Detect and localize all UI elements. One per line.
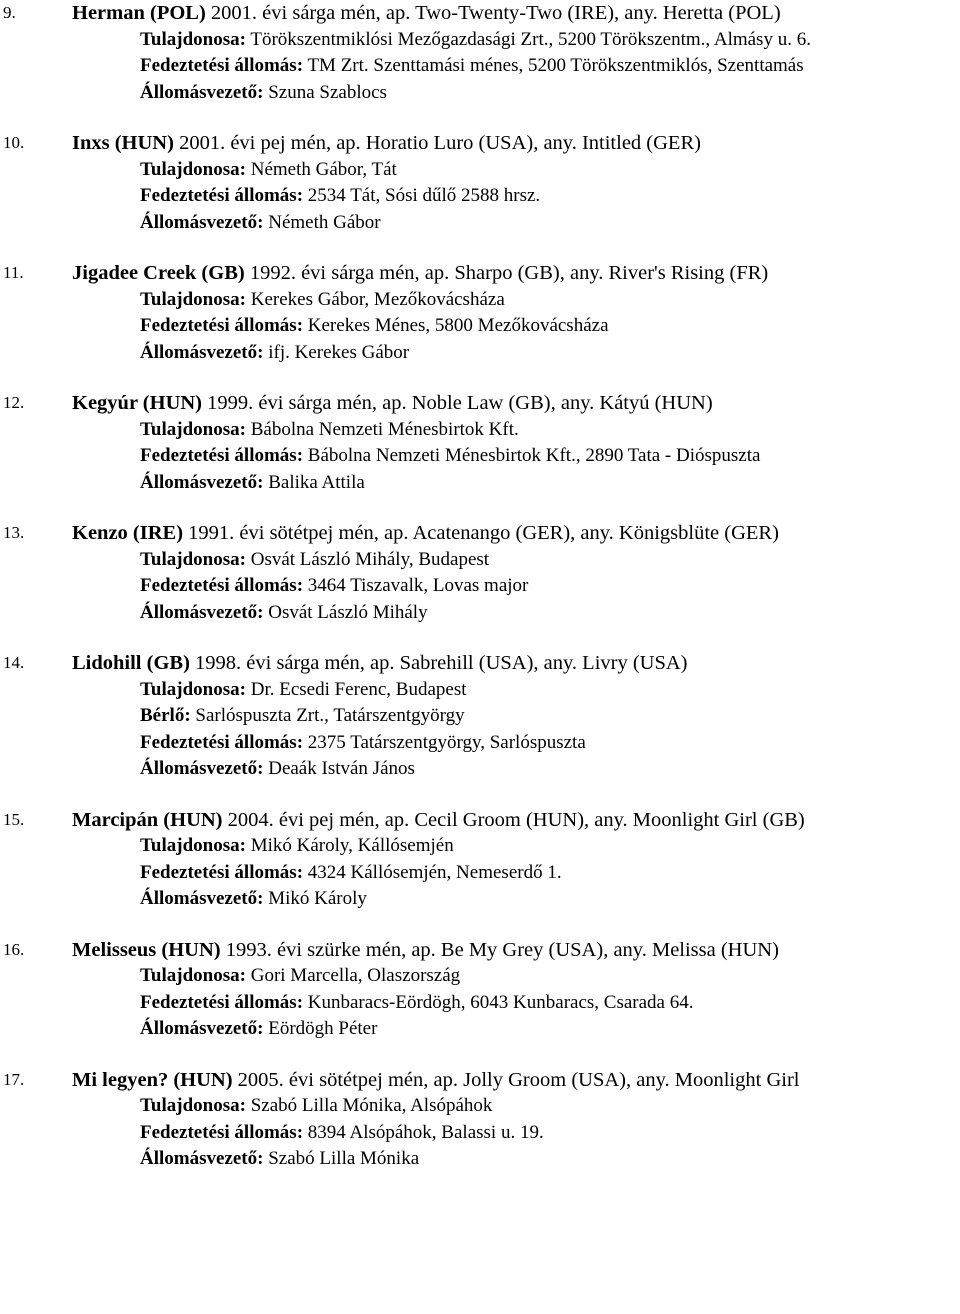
entry-number: 16. <box>3 939 25 959</box>
detail-label: Állomásvezető: <box>140 81 264 103</box>
detail-value: 2375 Tatárszentgyörgy, Sarlóspuszta <box>303 731 586 753</box>
stallion-entry <box>0 0 960 106</box>
detail-text <box>140 183 540 210</box>
entry-heading-line <box>0 130 960 157</box>
detail-value: Mikó Károly <box>263 888 367 909</box>
detail-text <box>140 756 415 783</box>
detail-line <box>0 730 960 757</box>
detail-text <box>140 833 454 860</box>
detail-text <box>140 703 465 730</box>
entry-heading <box>72 0 781 27</box>
detail-line <box>0 573 960 600</box>
detail-line <box>0 287 960 314</box>
detail-label: Fedeztetési állomás: <box>140 861 304 883</box>
detail-line <box>0 417 960 444</box>
detail-value: Kunbaracs-Eördögh, 6043 Kunbaracs, Csarada 64. <box>303 991 694 1013</box>
detail-value: Kerekes Gábor, Mezőkovácsháza <box>245 288 505 310</box>
entry-number: 17. <box>3 1069 25 1089</box>
horse-description: 1991. évi sötétpej mén, ap. Acatenango (GER), any. Königsblüte (GER) <box>183 522 779 544</box>
entry-heading-line <box>0 390 960 417</box>
stallion-entry <box>0 130 960 236</box>
horse-name: Marcipán (HUN) <box>72 808 223 831</box>
detail-text <box>140 990 693 1017</box>
detail-line <box>0 1016 960 1043</box>
entry-heading <box>72 260 768 287</box>
horse-description: 1992. évi sárga mén, ap. Sharpo (GB), any. River's Rising (FR) <box>244 262 769 284</box>
detail-label: Tulajdonosa: <box>140 418 246 440</box>
detail-text <box>140 1146 419 1173</box>
detail-value: Törökszentmiklósi Mezőgazdasági Zrt., 5200 Törökszentm., Almásy u. 6. <box>245 28 811 50</box>
detail-text <box>140 210 381 237</box>
detail-value: ifj. Kerekes Gábor <box>263 341 410 363</box>
detail-line <box>0 183 960 210</box>
detail-line <box>0 600 960 627</box>
detail-label: Fedeztetési állomás: <box>140 185 304 206</box>
stallion-entry <box>0 390 960 496</box>
horse-name: Kegyúr (HUN) <box>72 392 203 414</box>
detail-text <box>140 677 467 704</box>
entry-number: 9. <box>3 3 16 22</box>
detail-label: Tulajdonosa: <box>140 1095 246 1116</box>
detail-value: Németh Gábor <box>263 211 381 233</box>
detail-label: Tulajdonosa: <box>140 835 246 856</box>
detail-value: 3464 Tiszavalk, Lovas major <box>303 575 529 596</box>
detail-label: Állomásvezető: <box>140 601 264 623</box>
detail-text <box>140 470 365 497</box>
detail-text <box>140 313 609 340</box>
detail-text <box>140 287 505 314</box>
horse-description: 2004. évi pej mén, ap. Cecil Groom (HUN), any. Moonlight Girl (GB) <box>222 808 805 831</box>
entry-heading-line <box>0 260 960 287</box>
entry-heading <box>72 130 701 157</box>
detail-line <box>0 1120 960 1147</box>
detail-label: Tulajdonosa: <box>140 678 246 700</box>
detail-text <box>140 417 519 444</box>
detail-value: Németh Gábor, Tát <box>245 158 397 180</box>
detail-value: Szabó Lilla Mónika, Alsópáhok <box>245 1095 493 1116</box>
entry-heading-line <box>0 650 960 677</box>
detail-line <box>0 990 960 1017</box>
horse-name: Lidohill (GB) <box>72 652 190 674</box>
entry-number: 13. <box>3 523 25 542</box>
detail-text <box>140 1093 492 1120</box>
detail-line <box>0 1093 960 1120</box>
entry-heading <box>72 807 805 834</box>
detail-value: Bábolna Nemzeti Ménesbirtok Kft. <box>245 418 519 440</box>
detail-line <box>0 547 960 574</box>
detail-line <box>0 860 960 887</box>
detail-line <box>0 963 960 990</box>
stallion-entry <box>0 650 960 783</box>
horse-description: 2001. évi sárga mén, ap. Two-Twenty-Two (IRE), any. Heretta (POL) <box>205 2 781 24</box>
horse-name: Mi legyen? (HUN) <box>72 1068 233 1091</box>
detail-line <box>0 756 960 783</box>
stallion-entry <box>0 937 960 1043</box>
entry-heading <box>72 390 713 417</box>
detail-text <box>140 53 804 80</box>
detail-label: Állomásvezető: <box>140 758 264 779</box>
horse-name: Jigadee Creek (GB) <box>72 262 245 284</box>
detail-label: Fedeztetési állomás: <box>140 991 304 1013</box>
detail-line <box>0 80 960 107</box>
detail-label: Fedeztetési állomás: <box>140 315 304 336</box>
entry-heading <box>72 650 688 677</box>
detail-line <box>0 157 960 184</box>
detail-line <box>0 53 960 80</box>
horse-name: Melisseus (HUN) <box>72 938 221 961</box>
detail-line <box>0 313 960 340</box>
detail-label: Állomásvezető: <box>140 888 264 909</box>
stallion-entry <box>0 520 960 626</box>
detail-label: Állomásvezető: <box>140 341 264 363</box>
detail-line <box>0 210 960 237</box>
detail-line <box>0 1146 960 1173</box>
detail-value: Osvát László Mihály, Budapest <box>245 548 490 570</box>
detail-label: Állomásvezető: <box>140 1018 264 1039</box>
detail-line <box>0 677 960 704</box>
horse-name: Kenzo (IRE) <box>72 522 184 544</box>
detail-text <box>140 730 586 757</box>
entry-number: 12. <box>3 393 25 412</box>
detail-line <box>0 886 960 913</box>
detail-text <box>140 340 409 367</box>
detail-text <box>140 860 562 887</box>
entry-heading-line <box>0 937 960 964</box>
detail-text <box>140 573 528 600</box>
detail-value: Dr. Ecsedi Ferenc, Budapest <box>245 678 467 700</box>
horse-name: Inxs (HUN) <box>72 132 174 154</box>
horse-description: 1999. évi sárga mén, ap. Noble Law (GB), any. Kátyú (HUN) <box>202 392 713 414</box>
detail-label: Állomásvezető: <box>140 211 264 233</box>
detail-value: Kerekes Ménes, 5800 Mezőkovácsháza <box>303 315 609 336</box>
detail-line <box>0 833 960 860</box>
entry-heading-line <box>0 520 960 547</box>
detail-value: Eördögh Péter <box>263 1018 378 1039</box>
detail-line <box>0 27 960 54</box>
entry-number: 14. <box>3 653 25 672</box>
detail-label: Bérlő: <box>140 705 191 726</box>
detail-value: Szabó Lilla Mónika <box>263 1148 420 1169</box>
detail-line <box>0 470 960 497</box>
detail-value: Mikó Károly, Kállósemjén <box>245 835 454 856</box>
entry-heading-line <box>0 0 960 27</box>
detail-label: Tulajdonosa: <box>140 965 246 986</box>
detail-value: Deaák István János <box>263 758 415 779</box>
detail-text <box>140 886 367 913</box>
horse-name: Herman (POL) <box>72 2 206 24</box>
detail-label: Fedeztetési állomás: <box>140 731 304 753</box>
horse-description: 1993. évi szürke mén, ap. Be My Grey (USA), any. Melissa (HUN) <box>220 938 779 961</box>
detail-line <box>0 443 960 470</box>
detail-label: Fedeztetési állomás: <box>140 445 304 466</box>
entry-heading <box>72 520 779 547</box>
entry-heading-line <box>0 1067 960 1094</box>
detail-text <box>140 1016 377 1043</box>
detail-value: TM Zrt. Szenttamási ménes, 5200 Törökszentmiklós, Szenttamás <box>303 55 804 76</box>
detail-label: Tulajdonosa: <box>140 28 246 50</box>
detail-value: Szuna Szablocs <box>263 81 387 103</box>
detail-label: Fedeztetési állomás: <box>140 55 304 76</box>
stallion-entry <box>0 807 960 913</box>
detail-label: Fedeztetési állomás: <box>140 1121 304 1143</box>
horse-description: 1998. évi sárga mén, ap. Sabrehill (USA), any. Livry (USA) <box>189 652 688 674</box>
detail-label: Állomásvezető: <box>140 471 264 493</box>
detail-text <box>140 600 428 627</box>
detail-label: Tulajdonosa: <box>140 548 246 570</box>
detail-value: 4324 Kállósemjén, Nemeserdő 1. <box>303 861 562 883</box>
detail-label: Tulajdonosa: <box>140 158 246 180</box>
detail-text <box>140 80 387 107</box>
entry-heading-line <box>0 807 960 834</box>
detail-text <box>140 157 397 184</box>
detail-text <box>140 963 460 990</box>
detail-value: 8394 Alsópáhok, Balassi u. 19. <box>303 1121 544 1143</box>
entry-number: 11. <box>3 263 24 282</box>
detail-line <box>0 340 960 367</box>
detail-label: Fedeztetési állomás: <box>140 575 304 596</box>
entry-heading <box>72 937 779 964</box>
detail-text <box>140 547 489 574</box>
entry-heading <box>72 1067 799 1094</box>
detail-value: Balika Attila <box>263 471 365 493</box>
entry-number: 10. <box>3 133 25 152</box>
detail-text <box>140 1120 544 1147</box>
detail-text <box>140 27 811 54</box>
detail-line <box>0 703 960 730</box>
horse-description: 2001. évi pej mén, ap. Horatio Luro (USA), any. Intitled (GER) <box>173 132 701 154</box>
detail-value: Bábolna Nemzeti Ménesbirtok Kft., 2890 Tata - Dióspuszta <box>303 445 761 466</box>
horse-description: 2005. évi sötétpej mén, ap. Jolly Groom (USA), any. Moonlight Girl <box>232 1068 800 1091</box>
entry-number: 15. <box>3 809 25 829</box>
stallion-entry <box>0 260 960 366</box>
detail-value: 2534 Tát, Sósi dűlő 2588 hrsz. <box>303 185 541 206</box>
detail-text <box>140 443 760 470</box>
detail-label: Tulajdonosa: <box>140 288 246 310</box>
stallion-entry <box>0 1067 960 1173</box>
detail-value: Sarlóspuszta Zrt., Tatárszentgyörgy <box>190 705 465 726</box>
detail-label: Állomásvezető: <box>140 1148 264 1169</box>
detail-value: Gori Marcella, Olaszország <box>245 965 461 986</box>
detail-value: Osvát László Mihály <box>263 601 428 623</box>
